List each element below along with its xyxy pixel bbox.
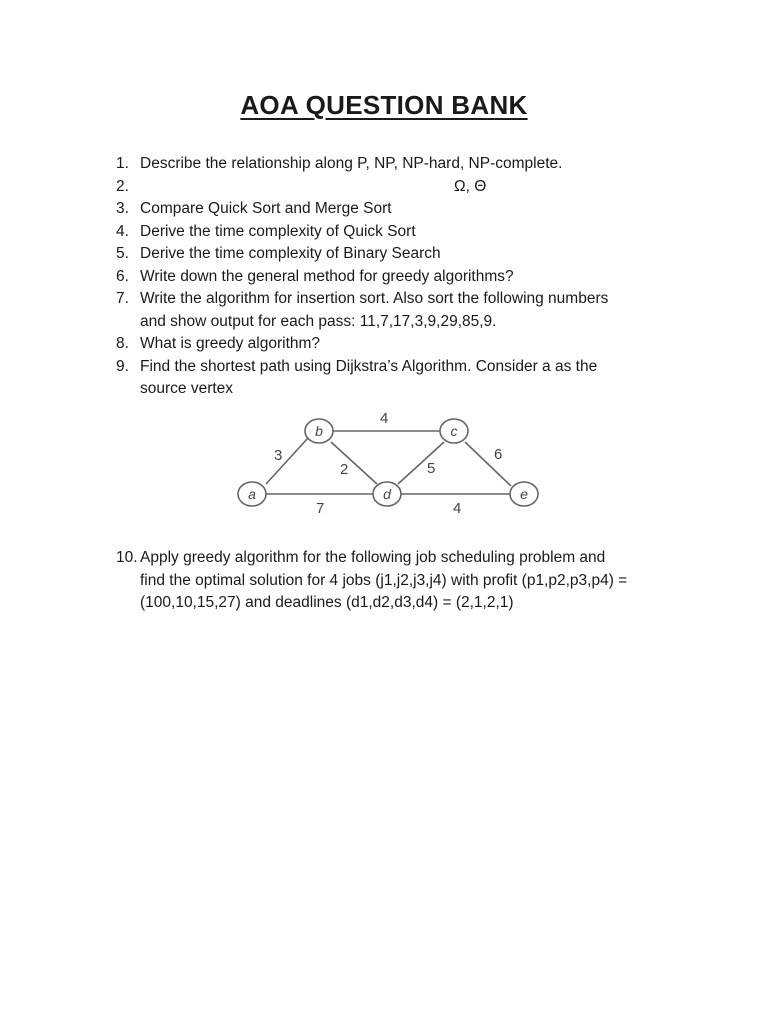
- question-list: [116, 153, 716, 401]
- question-text: What is greedy algorithm?: [140, 335, 321, 352]
- question-line: find the optimal solution for 4 jobs (j1,j2,j3,j4) with profit (p1,p2,p3,p4) =: [140, 571, 628, 589]
- question-7: [116, 288, 716, 333]
- node-label-e: e: [520, 486, 528, 502]
- edge-b-d: [331, 442, 377, 484]
- weight-c-e: 6: [494, 446, 503, 463]
- question-number: 4.: [116, 222, 129, 240]
- question-line: source vertex: [140, 380, 234, 397]
- question-8: [116, 333, 716, 356]
- node-label-c: c: [450, 423, 458, 439]
- edge-a-b: [266, 438, 308, 484]
- question-number: 3.: [116, 200, 129, 217]
- node-label-b: b: [315, 423, 323, 439]
- question-line: (100,10,15,27) and deadlines (d1,d2,d3,d4) = (2,1,2,1): [140, 594, 514, 611]
- question-text: [140, 288, 716, 333]
- dijkstra-graph: [228, 404, 544, 522]
- weight-a-d: 7: [316, 500, 325, 517]
- question-number: 7.: [116, 290, 129, 307]
- question-number: 10.: [116, 549, 138, 566]
- weight-a-b: 3: [274, 447, 283, 464]
- question-line: Apply greedy algorithm for the following job scheduling problem and: [140, 549, 606, 566]
- edge-c-d: [398, 442, 444, 484]
- question-5: [116, 243, 716, 266]
- question-number: 6.: [116, 267, 129, 285]
- question-4: [116, 221, 716, 244]
- question-6: [116, 266, 716, 289]
- question-text: Describe the relationship along P, NP, NP-hard, NP-complete.: [140, 155, 563, 172]
- question-number: 1.: [116, 155, 129, 172]
- question-text: [140, 356, 716, 401]
- question-10: [116, 547, 736, 615]
- weight-b-d: 2: [340, 461, 349, 478]
- question-number: 5.: [116, 245, 129, 262]
- question-1: [116, 153, 716, 176]
- question-text: Write down the general method for greedy algorithms?: [140, 267, 514, 285]
- document-title: AOA QUESTION BANK: [240, 90, 528, 120]
- question-line: Find the shortest path using Dijkstra’s Algorithm. Consider a as the: [140, 357, 598, 375]
- weight-b-c: 4: [380, 410, 389, 427]
- question-text: Derive the time complexity of Quick Sort: [140, 222, 416, 240]
- question-2: [116, 176, 716, 199]
- question-text: Derive the time complexity of Binary Search: [140, 245, 441, 262]
- question-number: 2.: [116, 177, 129, 195]
- question-9: [116, 356, 716, 401]
- question-text: Ω, Θ: [454, 177, 487, 195]
- weight-c-d: 5: [427, 460, 436, 477]
- question-line: and show output for each pass: 11,7,17,3,9,29,85,9.: [140, 312, 497, 330]
- edge-c-e: [465, 442, 511, 486]
- weight-d-e: 4: [453, 500, 462, 517]
- question-text: Compare Quick Sort and Merge Sort: [140, 200, 392, 217]
- question-text: [140, 547, 736, 615]
- node-label-a: a: [248, 486, 256, 502]
- question-3: [116, 198, 716, 221]
- question-number: 9.: [116, 357, 129, 375]
- node-label-d: d: [383, 486, 391, 502]
- question-line: Write the algorithm for insertion sort. Also sort the following numbers: [140, 290, 609, 307]
- question-number: 8.: [116, 335, 129, 352]
